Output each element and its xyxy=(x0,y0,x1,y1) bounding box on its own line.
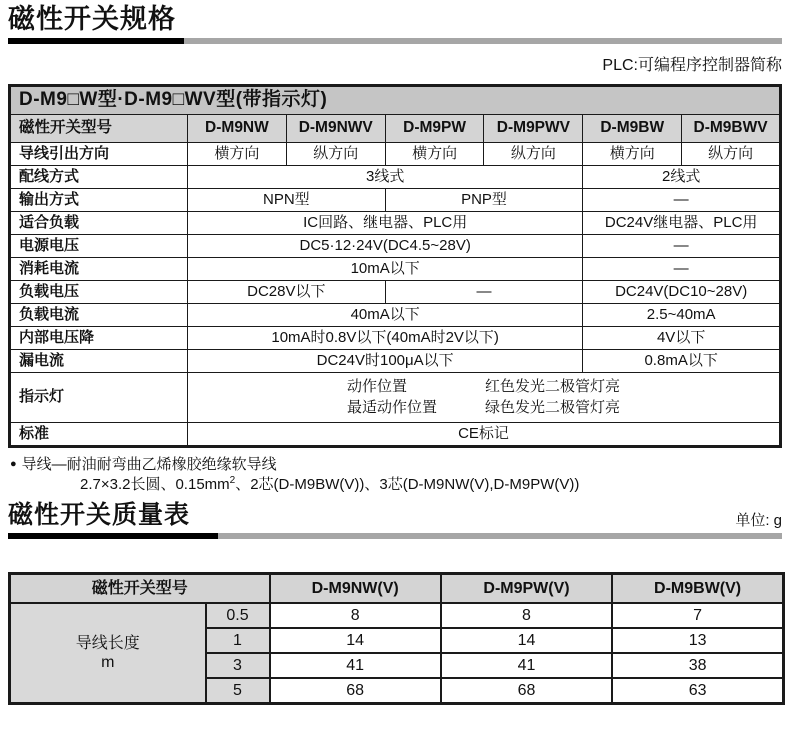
spec-cell: 2线式 xyxy=(583,165,781,188)
spec-row-label: 负载电流 xyxy=(10,303,188,326)
length-value: 0.5 xyxy=(206,603,270,628)
footnote-text: 导线—耐油耐弯曲乙烯橡胶绝缘软导线 xyxy=(21,455,277,473)
spec-cell: DC24V(DC10~28V) xyxy=(583,280,781,303)
bullet-icon: ● xyxy=(10,457,17,470)
spec-cell: 10mA时0.8V以下(40mA时2V以下) xyxy=(188,326,583,349)
spec-header-model: D-M9BWV xyxy=(682,114,781,142)
title-rule-2 xyxy=(8,533,782,539)
title-rule-1 xyxy=(8,38,782,44)
spec-cell: 3线式 xyxy=(188,165,583,188)
weight-cell: 14 xyxy=(441,628,612,653)
unit-note: 单位: g xyxy=(735,511,782,529)
spec-row-applicable-load xyxy=(10,211,781,234)
lead-wire-length-unit: m xyxy=(101,653,115,671)
spec-row-indicator-light xyxy=(10,372,781,422)
indicator-condition: 最适动作位置 xyxy=(346,399,437,417)
indicator-result: 绿色发光二极管灯亮 xyxy=(484,399,620,417)
spec-table xyxy=(8,84,782,448)
spec-row-current-consumption xyxy=(10,257,781,280)
footnote xyxy=(10,455,782,495)
spec-row-label: 配线方式 xyxy=(10,165,188,188)
indicator-content xyxy=(347,376,620,420)
spec-row-label: 消耗电流 xyxy=(10,257,188,280)
spec-cell: CE标记 xyxy=(188,422,781,446)
spec-row-standard xyxy=(10,422,781,446)
spec-row-label: 负载电压 xyxy=(10,280,188,303)
weight-header-model: D-M9PW(V) xyxy=(441,573,612,603)
spec-cell: DC28V以下 xyxy=(188,280,386,303)
weight-title-row xyxy=(8,501,782,533)
spec-header-model: D-M9PWV xyxy=(484,114,583,142)
weight-cell: 68 xyxy=(270,678,441,703)
spec-row-label: 适合负载 xyxy=(10,211,188,234)
weight-cell: 7 xyxy=(612,603,783,628)
spec-cell: 10mA以下 xyxy=(188,257,583,280)
footnote-line-1 xyxy=(10,455,782,475)
spec-cell: DC24V时100μA以下 xyxy=(188,349,583,372)
spec-row-load-voltage xyxy=(10,280,781,303)
footnote-text: 、2芯(D-M9BW(V))、3芯(D-M9NW(V),D-M9PW(V)) xyxy=(235,476,580,494)
spec-cell: 横方向 xyxy=(385,142,484,165)
title-rule-black xyxy=(8,38,184,44)
length-value: 5 xyxy=(206,678,270,703)
spec-cell: 2.5~40mA xyxy=(583,303,781,326)
plc-note: PLC:可编程序控制器简称 xyxy=(602,57,782,75)
spec-header-model: D-M9NW xyxy=(188,114,287,142)
lead-wire-length-label xyxy=(10,603,206,703)
spec-header-model: D-M9NWV xyxy=(286,114,385,142)
spec-header-label: 磁性开关型号 xyxy=(10,114,188,142)
spec-cell: NPN型 xyxy=(188,188,386,211)
spec-cell: 纵方向 xyxy=(484,142,583,165)
weight-table xyxy=(8,572,785,705)
spec-cell: DC5·12·24V(DC4.5~28V) xyxy=(188,234,583,257)
weight-header-label: 磁性开关型号 xyxy=(10,573,270,603)
spec-header-model: D-M9BW xyxy=(583,114,682,142)
spec-cell: 4V以下 xyxy=(583,326,781,349)
spec-header-row xyxy=(10,114,781,142)
weight-cell: 14 xyxy=(270,628,441,653)
indicator-result: 红色发光二极管灯亮 xyxy=(484,377,620,395)
lead-wire-length-text: 导线长度 xyxy=(75,634,140,652)
spec-banner-row xyxy=(10,86,781,115)
spec-cell: 纵方向 xyxy=(682,142,781,165)
weight-cell: 8 xyxy=(270,603,441,628)
spec-cell: — xyxy=(583,234,781,257)
indicator-condition: 动作位置 xyxy=(346,377,407,395)
indicator-line xyxy=(347,376,620,398)
spec-row-label: 内部电压降 xyxy=(10,326,188,349)
spec-cell: — xyxy=(583,188,781,211)
spec-cell: DC24V继电器、PLC用 xyxy=(583,211,781,234)
spec-cell: 0.8mA以下 xyxy=(583,349,781,372)
spec-header-model: D-M9PW xyxy=(385,114,484,142)
spec-row-label: 输出方式 xyxy=(10,188,188,211)
spec-row-label: 指示灯 xyxy=(10,372,188,422)
weight-cell: 63 xyxy=(612,678,783,703)
spec-banner: D-M9□W型·D-M9□WV型(带指示灯) xyxy=(10,86,781,115)
weight-cell: 41 xyxy=(270,653,441,678)
spec-cell-indicator xyxy=(188,372,781,422)
length-value: 3 xyxy=(206,653,270,678)
spec-cell: 横方向 xyxy=(583,142,682,165)
spec-row-wiring-type xyxy=(10,165,781,188)
spec-row-label: 导线引出方向 xyxy=(10,142,188,165)
spec-row-load-current xyxy=(10,303,781,326)
indicator-line xyxy=(347,397,620,419)
weight-cell: 68 xyxy=(441,678,612,703)
spec-cell: IC回路、继电器、PLC用 xyxy=(188,211,583,234)
spec-cell: — xyxy=(385,280,583,303)
spec-cell: 40mA以下 xyxy=(188,303,583,326)
weight-title: 磁性开关质量表 xyxy=(8,500,191,529)
spec-row-power-voltage xyxy=(10,234,781,257)
weight-header-model: D-M9BW(V) xyxy=(612,573,783,603)
weight-header-row xyxy=(10,573,784,603)
spec-row-label: 电源电压 xyxy=(10,234,188,257)
weight-cell: 38 xyxy=(612,653,783,678)
length-value: 1 xyxy=(206,628,270,653)
spec-cell: PNP型 xyxy=(385,188,583,211)
weight-cell: 13 xyxy=(612,628,783,653)
weight-cell: 41 xyxy=(441,653,612,678)
spec-cell: — xyxy=(583,257,781,280)
footnote-text: 2.7×3.2长圆、0.15mm xyxy=(80,476,230,494)
weight-header-model: D-M9NW(V) xyxy=(270,573,441,603)
footnote-line-2 xyxy=(10,474,782,495)
superscript: 2 xyxy=(229,475,236,487)
title-rule-black xyxy=(8,533,218,539)
spec-row-lead-wire-direction xyxy=(10,142,781,165)
weight-row xyxy=(10,603,784,628)
spec-row-output-type xyxy=(10,188,781,211)
weight-cell: 8 xyxy=(441,603,612,628)
spec-row-leakage-current xyxy=(10,349,781,372)
spec-cell: 横方向 xyxy=(188,142,287,165)
spec-row-label: 漏电流 xyxy=(10,349,188,372)
spec-row-label: 标准 xyxy=(10,422,188,446)
page-title: 磁性开关规格 xyxy=(8,4,176,34)
spec-cell: 纵方向 xyxy=(286,142,385,165)
spec-row-internal-voltage-drop xyxy=(10,326,781,349)
